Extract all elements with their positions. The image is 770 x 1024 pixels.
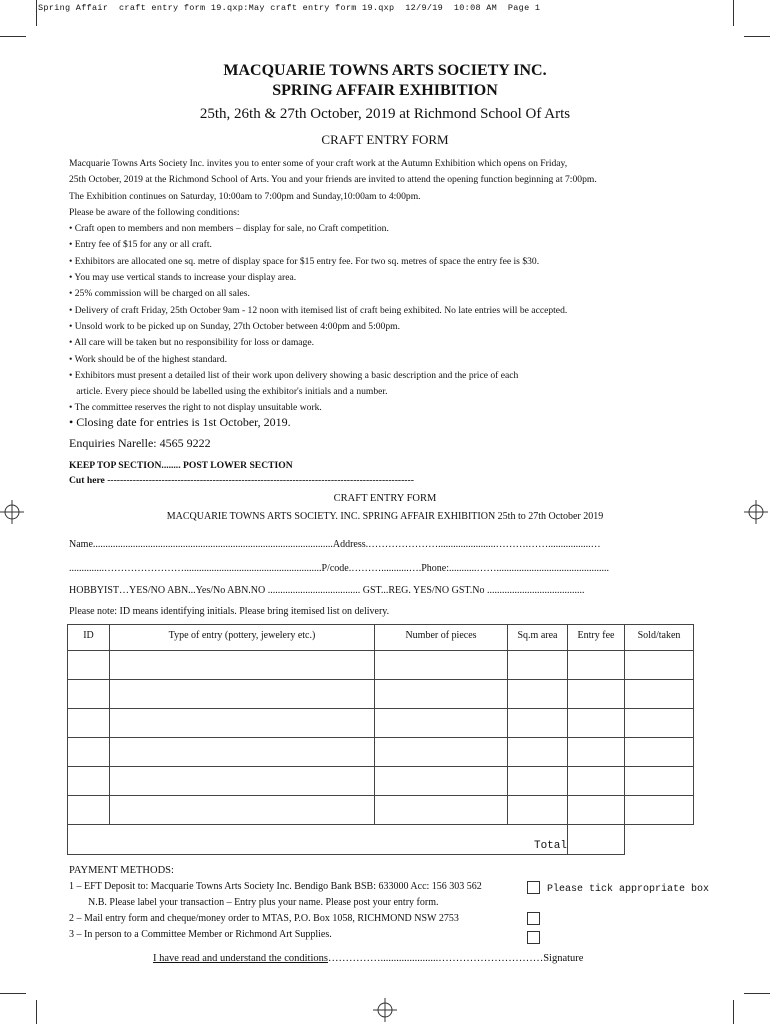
col-header-area: Sq.m area	[508, 625, 568, 651]
entry-table	[67, 624, 694, 855]
intro-block	[69, 156, 729, 417]
condition-item: • 25% commission will be charged on all sales.	[69, 288, 250, 300]
condition-item: • Entry fee of $15 for any or all craft.	[69, 239, 212, 251]
condition-item: • The committee reserves the right to not display unsuitable work.	[69, 402, 322, 414]
eft-checkbox[interactable]	[527, 881, 540, 894]
col-header-sold: Sold/taken	[625, 625, 694, 651]
signature-line[interactable]	[153, 953, 583, 964]
payment-mail: 2 – Mail entry form and cheque/money order to MTAS, P.O. Box 1058, RICHMOND NSW 2753	[69, 913, 459, 924]
intro-line: Macquarie Towns Arts Society Inc. invites you to enter some of your craft work at the Autumn Exhibition which opens on Friday,	[69, 158, 568, 169]
crop-mark	[36, 1000, 37, 1024]
mail-checkbox[interactable]	[527, 912, 540, 925]
total-label: Total	[533, 840, 567, 852]
postcode-phone-field[interactable]: ..............…………………….......................................................P/code.………...........….Phone:...........…….............................................	[69, 563, 609, 574]
condition-item: • You may use vertical stands to increase your display area.	[69, 272, 297, 284]
conditions-statement: I have read and understand the conditions	[153, 953, 328, 964]
crop-mark	[0, 36, 26, 37]
intro-line: 25th October, 2019 at the Richmond School of Arts. You and your friends are invited to attend the opening function beginning at 7:00pm.	[69, 174, 597, 186]
table-row[interactable]	[68, 767, 694, 796]
lower-form-title: CRAFT ENTRY FORM	[333, 493, 437, 504]
crop-mark	[733, 0, 734, 26]
condition-item: • Delivery of craft Friday, 25th October 9am - 12 noon with itemised list of craft being exhibited. No late entries will be accepted.	[69, 304, 568, 316]
lower-form-subtitle: MACQUARIE TOWNS ARTS SOCIETY. INC. SPRING AFFAIR EXHIBITION 25th to 27th October 2019	[166, 511, 604, 522]
payment-in-person: 3 – In person to a Committee Member or Richmond Art Supplies.	[69, 929, 332, 940]
condition-item: • Craft open to members and non members – display for sale, no Craft competition.	[69, 223, 389, 235]
col-header-id: ID	[68, 625, 110, 651]
closing-date: • Closing date for entries is 1st October, 2019.	[69, 415, 291, 429]
crop-mark	[733, 1000, 734, 1024]
condition-item: article. Every piece should be labelled using the exhibitor's initials and a number.	[69, 386, 388, 398]
col-header-type: Type of entry (pottery, jewelery etc.)	[110, 625, 375, 651]
payment-eft-note: N.B. Please label your transaction – Entry plus your name. Please post your entry form.	[88, 897, 439, 908]
keep-top-note: KEEP TOP SECTION........ POST LOWER SECTION	[69, 460, 293, 471]
cut-line: Cut here ------------------------------------------------------------------------------------------------	[69, 475, 414, 486]
payment-eft: 1 – EFT Deposit to: Macquarie Towns Arts Society Inc. Bendigo Bank BSB: 633000 Acc: 156 303 562	[69, 881, 482, 892]
org-title: MACQUARIE TOWNS ARTS SOCIETY INC.	[223, 62, 547, 79]
crop-mark	[744, 36, 770, 37]
table-row[interactable]	[68, 738, 694, 767]
name-address-field[interactable]: Name................................................................................................Address.………………….......................……….…….................…	[69, 539, 601, 550]
registration-mark-bottom	[373, 998, 397, 1022]
table-row[interactable]	[68, 796, 694, 825]
total-fee-cell[interactable]	[568, 825, 625, 855]
payment-heading: PAYMENT METHODS:	[69, 865, 174, 876]
tick-box-note: Please tick appropriate box	[547, 884, 710, 895]
col-header-pieces: Number of pieces	[375, 625, 508, 651]
col-header-fee: Entry fee	[568, 625, 625, 651]
condition-item: • All care will be taken but no responsibility for loss or damage.	[69, 337, 315, 349]
event-title: SPRING AFFAIR EXHIBITION	[272, 82, 498, 99]
crop-mark	[744, 993, 770, 994]
condition-item: • Unsold work to be picked up on Sunday, 27th October between 4:00pm and 5:00pm.	[69, 320, 401, 332]
table-header-row	[68, 625, 694, 651]
in-person-checkbox[interactable]	[527, 931, 540, 944]
condition-item: • Exhibitors are allocated one sq. metre of display space for $15 entry fee. For two sq. metres of space the entry fee is $30.	[69, 255, 540, 267]
table-row[interactable]	[68, 680, 694, 709]
intro-line: Please be aware of the following conditions:	[69, 206, 240, 218]
signature-dots: ……………......................…………………………	[327, 953, 544, 964]
crop-mark	[36, 0, 37, 26]
crop-mark	[0, 993, 26, 994]
hobbyist-abn-gst-field[interactable]: HOBBYIST…YES/NO ABN...Yes/No ABN.NO ..................................... GST...REG. YES/NO GST.No .......................................	[69, 585, 585, 596]
condition-item: • Exhibitors must present a detailed list of their work upon delivery showing a basic description and the price of each	[69, 369, 519, 381]
event-dates: 25th, 26th & 27th October, 2019 at Richmond School Of Arts	[199, 106, 571, 122]
intro-line: The Exhibition continues on Saturday, 10:00am to 7:00pm and Sunday,10:00am to 4:00pm.	[69, 190, 421, 202]
condition-item: • Work should be of the highest standard.	[69, 353, 228, 365]
file-header: Spring Affair craft entry form 19.qxp:May craft entry form 19.qxp 12/9/19 10:08 AM Page 1	[38, 3, 541, 13]
form-title: CRAFT ENTRY FORM	[321, 132, 449, 147]
id-note: Please note: ID means identifying initials. Please bring itemised list on delivery.	[69, 606, 390, 617]
table-row[interactable]	[68, 709, 694, 738]
enquiries: Enquiries Narelle: 4565 9222	[69, 436, 211, 450]
table-total-row	[68, 825, 694, 855]
table-row[interactable]	[68, 651, 694, 680]
signature-label: Signature	[543, 953, 584, 964]
